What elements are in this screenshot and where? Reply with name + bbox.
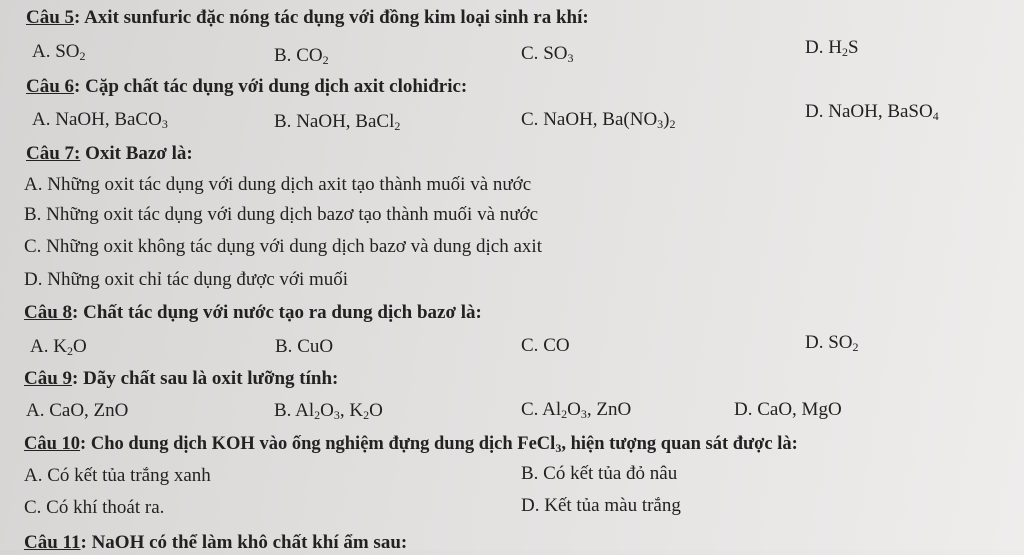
option-b: B. NaOH, BaCl$_2$ <box>274 111 401 133</box>
question-number: Câu 5 <box>26 7 75 28</box>
question-number: Câu 10 <box>24 434 81 454</box>
option-d: D. CaO, MgO <box>734 399 842 420</box>
question-9-stem: Câu 9: Dãy chất sau là oxit lưỡng tính: <box>24 368 339 389</box>
option-c: C. $SO_3$ <box>521 43 574 65</box>
option-d: D. Kết tủa màu trắng <box>521 495 681 516</box>
option-d: D. NaOH, BaSO$_4$ <box>805 101 939 123</box>
option-c: C. Những oxit không tác dụng với dung dịch bazơ và dung dịch axit <box>24 236 542 257</box>
option-b: B. $Al_2O_3$, $K_2O$ <box>274 400 383 422</box>
option-d: D. $SO_2$ <box>805 332 859 354</box>
option-c: C. NaOH, $Ba(NO_3)_2$ <box>521 109 676 131</box>
option-a: A. $SO_2$ <box>32 41 86 63</box>
option-b: B. $CO_2$ <box>274 45 329 67</box>
option-d: D. Những oxit chỉ tác dụng được với muối <box>24 269 349 290</box>
option-a: A. $K_2O$ <box>30 336 87 358</box>
question-7-stem: Câu 7: Oxit Bazơ là: <box>26 143 193 164</box>
question-number: Câu 9 <box>24 368 73 389</box>
option-c: C. Có khí thoát ra. <box>24 497 165 518</box>
option-c: C. $Al_2O_3$, ZnO <box>521 399 632 421</box>
question-number: Câu 7: <box>26 143 81 164</box>
option-a: A. CaO, ZnO <box>26 400 129 421</box>
option-a: A. NaOH, BaCO$_3$ <box>32 109 168 131</box>
question-number: Câu 11 <box>24 532 81 553</box>
question-6-stem: Câu 6: Cặp chất tác dụng với dung dịch axit clohiđric: <box>26 76 468 97</box>
question-10-stem: Câu 10: Cho dung dịch KOH vào ống nghiệm đựng dung dịch FeCl$_3$, hiện tượng quan sát được là: <box>24 434 798 455</box>
question-number: Câu 6 <box>26 76 75 97</box>
question-8-stem: Câu 8: Chất tác dụng với nước tạo ra dung dịch bazơ là: <box>24 302 482 323</box>
option-a: A. Những oxit tác dụng với dung dịch axit tạo thành muối và nước <box>24 174 532 195</box>
option-b: B. CuO <box>275 336 334 357</box>
question-number: Câu 8 <box>24 302 73 323</box>
option-c: C. CO <box>521 335 570 356</box>
option-a: A. Có kết tủa trắng xanh <box>24 465 211 486</box>
option-b: B. Những oxit tác dụng với dung dịch bazơ tạo thành muối và nước <box>24 204 539 225</box>
option-b: B. Có kết tủa đỏ nâu <box>521 463 678 484</box>
question-11-stem: Câu 11: NaOH có thể làm khô chất khí ẩm sau: <box>24 532 408 553</box>
option-d: D. $H_2S$ <box>805 37 859 59</box>
question-5-stem: Câu 5: Axit sunfuric đặc nóng tác dụng với đồng kim loại sinh ra khí: <box>26 7 589 28</box>
